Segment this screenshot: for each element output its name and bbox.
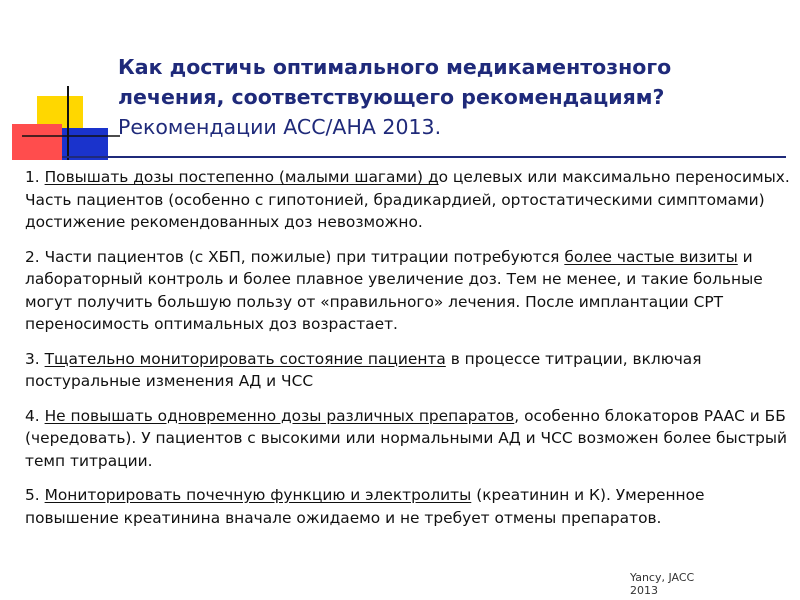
title-line-1: Как достичь оптимального медикаментозного — [118, 55, 672, 79]
recommendation-1 — [25, 166, 790, 234]
recommendation-4 — [25, 405, 790, 473]
recommendation-list — [25, 166, 790, 541]
logo-red-square — [12, 124, 62, 160]
citation-year: 2013 — [630, 584, 658, 597]
item-emphasis: более частые визиты — [564, 247, 738, 266]
recommendation-2 — [25, 246, 790, 336]
decorative-logo — [0, 0, 120, 160]
item-emphasis: Мониторировать почечную функцию и электролиты — [44, 486, 472, 504]
item-text: и лабораторный контроль и более плавное увеличение доз. Тем не менее, и такие больные могут получить большую пользу от «правильного» лечения. После имплантации СРТ переносимость оптимальных доз возрастает. — [25, 247, 763, 333]
item-number: 3. — [25, 349, 40, 368]
item-number: 4. — [25, 406, 40, 425]
item-text-before: Части пациентов (с ХБП, пожилые) при титрации потребуются — [44, 247, 560, 266]
item-text: о целевых или максимально переносимых. Часть пациентов (особенно с гипотонией, брадикардией, ортостатическими симптомами) достижение рекомендованных доз невозможно. — [25, 168, 790, 231]
item-number: 1. — [25, 168, 40, 186]
slide-title — [118, 52, 788, 142]
title-divider — [62, 156, 786, 158]
item-number: 5. — [25, 486, 40, 504]
citation — [630, 571, 770, 597]
item-emphasis: Тщательно мониторировать состояние пациента — [44, 349, 446, 368]
slide-subtitle: Рекомендации ACC/AHA 2013. — [118, 115, 442, 139]
item-emphasis: Повышать дозы постепенно (малыми шагами) д — [44, 168, 439, 186]
item-text: (креатинин и К). Умеренное повышение креатинина вначале ожидаемо и не требует отмены препаратов. — [25, 486, 705, 527]
item-text: в процессе титрации, включая постуральные изменения АД и ЧСС — [25, 349, 702, 390]
item-emphasis: Не повышать одновременно дозы различных препаратов — [44, 406, 515, 425]
item-number: 2. — [25, 247, 40, 266]
item-text: , особенно блокаторов РААС и ББ (чередовать). У пациентов с высокими или нормальными АД и ЧСС возможен более быстрый темп титрации. — [25, 406, 788, 470]
recommendation-5 — [25, 484, 790, 529]
citation-author: Yancy, JACC — [630, 571, 695, 584]
recommendation-3 — [25, 348, 790, 393]
title-line-2: лечения, соответствующего рекомендациям? — [118, 85, 665, 109]
